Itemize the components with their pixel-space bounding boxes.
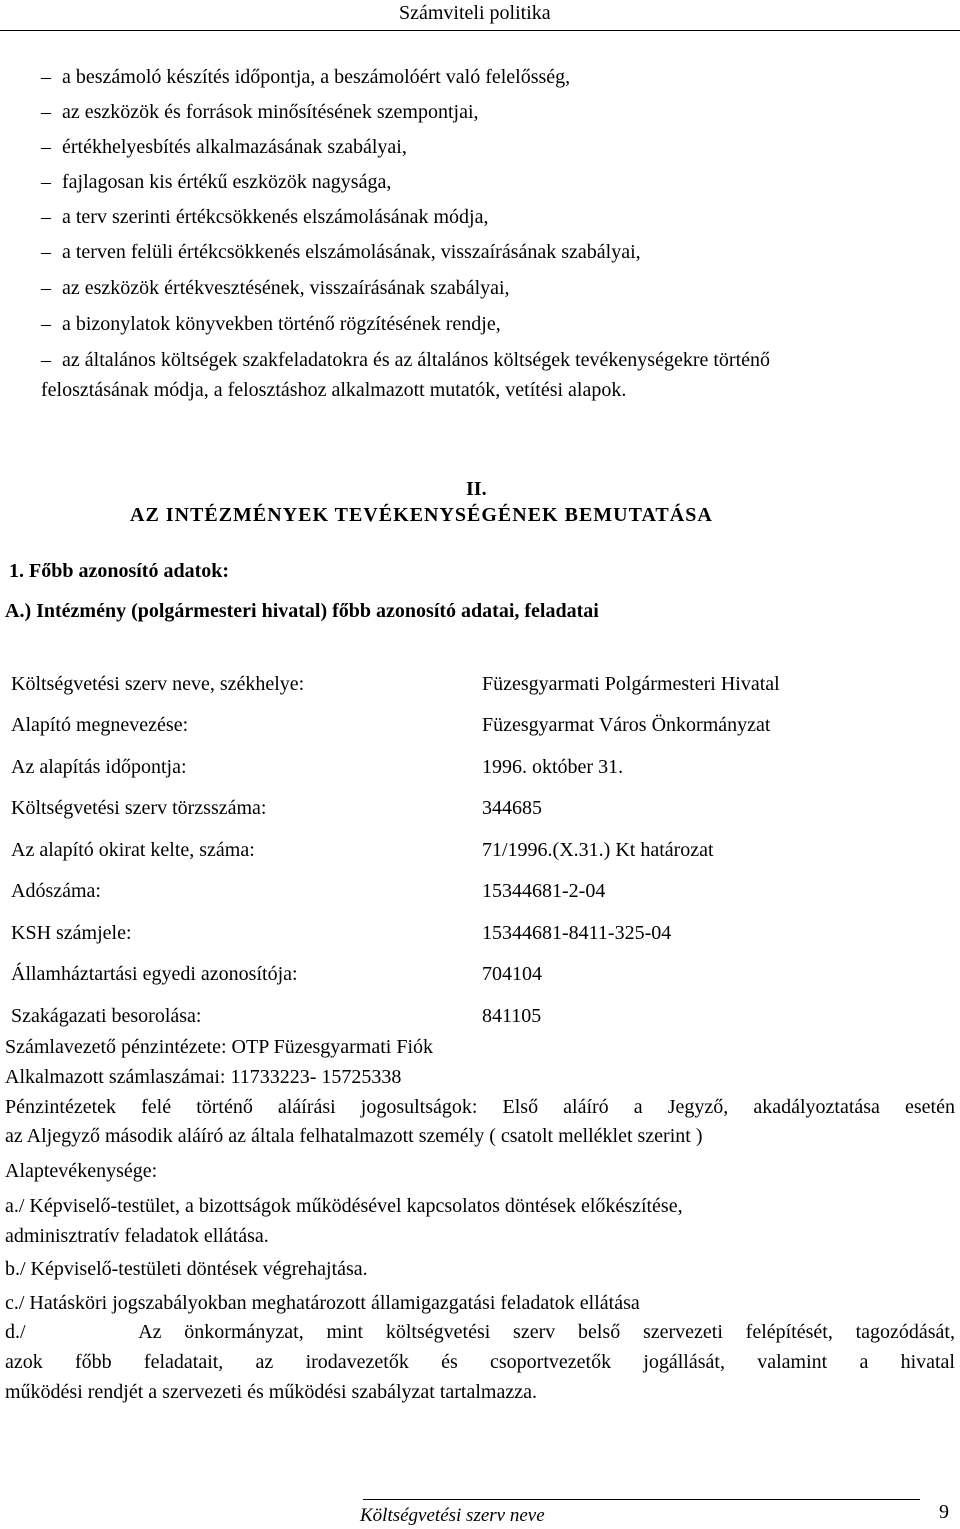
- dash-bullet-icon: –: [41, 277, 51, 299]
- field-label: Szakágazati besorolása:: [11, 1005, 202, 1027]
- field-value: Füzesgyarmat Város Önkormányzat: [482, 714, 771, 736]
- dash-bullet-icon: –: [41, 313, 51, 335]
- dash-bullet-icon: –: [41, 349, 51, 371]
- activity-b-line: b./ Képviselő-testületi döntések végrehajtása.: [5, 1258, 368, 1280]
- section-title: AZ INTÉZMÉNYEK TEVÉKENYSÉGÉNEK BEMUTATÁSA: [130, 504, 713, 526]
- bank-line: Számlavezető pénzintézete: OTP Füzesgyarmati Fiók: [5, 1036, 434, 1058]
- dash-bullet-icon: –: [41, 171, 51, 193]
- activity-d-line-2: azok főbb feladatait, az irodavezetők és csoportvezetők jogállását, valamint a hivatal: [5, 1351, 955, 1373]
- field-value: 704104: [482, 963, 542, 985]
- footer-text: Költségvetési szerv neve: [360, 1505, 545, 1526]
- activity-heading: Alaptevékenysége:: [5, 1160, 158, 1182]
- dash-bullet-icon: –: [41, 206, 51, 228]
- field-label: Az alapító okirat kelte, száma:: [11, 839, 255, 861]
- signing-rights-line-2: az Aljegyző második aláíró az általa felhatalmazott személy ( csatolt melléklet szerint ): [5, 1125, 703, 1147]
- dash-bullet-icon: –: [41, 241, 51, 263]
- field-label: Az alapítás időpontja:: [11, 756, 187, 778]
- field-value: Füzesgyarmati Polgármesteri Hivatal: [482, 673, 780, 695]
- activity-c-line: c./ Hatásköri jogszabályokban meghatározott államigazgatási feladatok ellátása: [5, 1292, 640, 1314]
- field-value: 15344681-8411-325-04: [482, 922, 672, 944]
- dash-bullet-icon: –: [41, 101, 51, 123]
- field-label: Költségvetési szerv neve, székhelye:: [11, 673, 305, 695]
- section-number: II.: [466, 478, 487, 500]
- dash-bullet-icon: –: [41, 66, 51, 88]
- subsection-a-heading: A.) Intézmény (polgármesteri hivatal) főbb azonosító adatai, feladatai: [5, 600, 599, 622]
- activity-a-line-2: adminisztratív feladatok ellátása.: [5, 1225, 269, 1247]
- activity-d-line-3: működési rendjét a szervezeti és működési szabályzat tartalmazza.: [5, 1381, 537, 1403]
- footer-divider: [363, 1499, 920, 1500]
- signing-rights-line-1: Pénzintézetek felé történő aláírási jogosultságok: Első aláíró a Jegyző, akadályoztatása esetén: [5, 1096, 955, 1118]
- header-divider: [0, 30, 960, 31]
- page-number: 9: [939, 1501, 949, 1523]
- field-value: 344685: [482, 797, 542, 819]
- dash-bullet-icon: –: [41, 136, 51, 158]
- field-value: 841105: [482, 1005, 542, 1027]
- accounts-line: Alkalmazott számlaszámai: 11733223- 15725338: [5, 1066, 402, 1088]
- field-label: KSH számjele:: [11, 922, 132, 944]
- field-label: Adószáma:: [11, 880, 101, 902]
- field-value: 15344681-2-04: [482, 880, 606, 902]
- field-value: 1996. október 31.: [482, 756, 624, 778]
- field-label: Államháztartási egyedi azonosítója:: [11, 963, 298, 985]
- activity-d-line-1: d./ Az önkormányzat, mint költségvetési szerv belső szervezeti felépítését, tagozódását,: [5, 1321, 955, 1343]
- field-label: Költségvetési szerv törzsszáma:: [11, 797, 267, 819]
- field-value: 71/1996.(X.31.) Kt határozat: [482, 839, 714, 861]
- subsection-heading: 1. Főbb azonosító adatok:: [9, 560, 230, 582]
- field-label: Alapító megnevezése:: [11, 714, 189, 736]
- activity-a-line-1: a./ Képviselő-testület, a bizottságok működésével kapcsolatos döntések előkészítése,: [5, 1195, 683, 1217]
- running-header: Számviteli politika: [399, 2, 551, 24]
